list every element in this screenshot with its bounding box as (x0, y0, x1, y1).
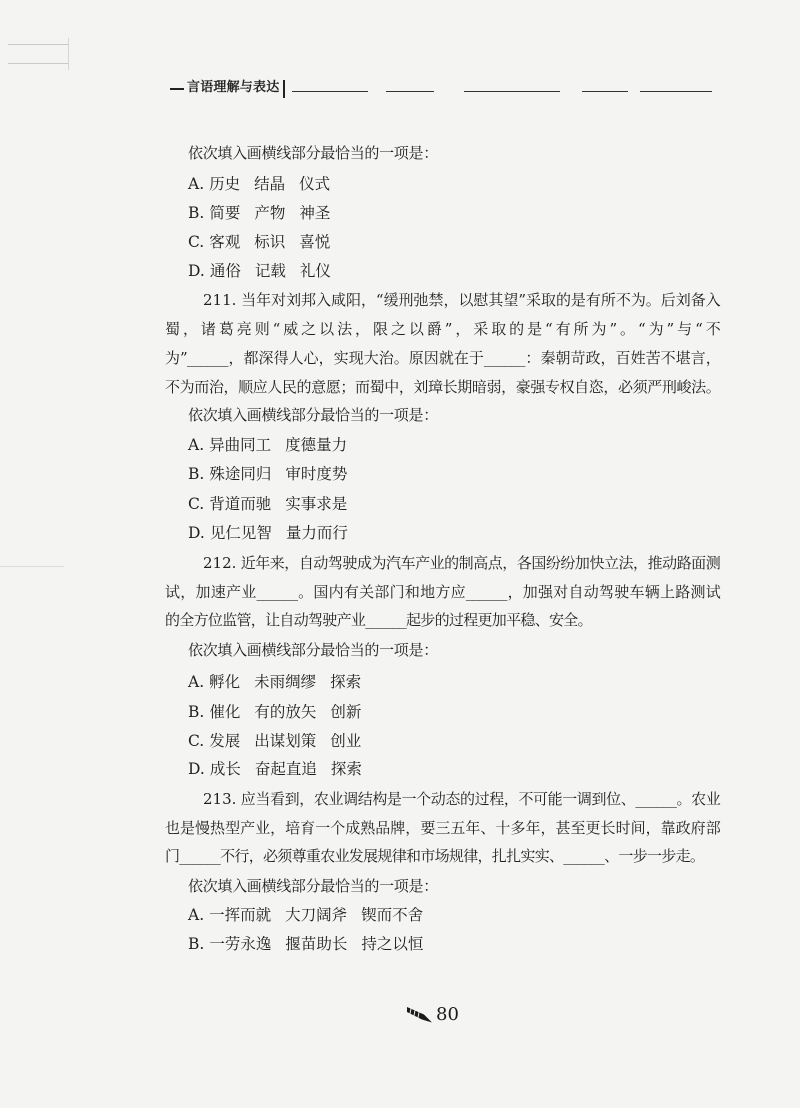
option-word: 量力而行 (285, 524, 348, 542)
option-word: 发展 (209, 732, 241, 750)
pen-icon (406, 1005, 433, 1025)
margin-mark (0, 566, 64, 567)
option-label: C. (188, 233, 205, 251)
option-word: 催化 (209, 703, 241, 721)
option-a (188, 905, 437, 925)
stem-line (203, 290, 720, 310)
section-title: 言语理解与表达 (187, 80, 280, 95)
header-divider (283, 80, 285, 98)
option-word: 审时度势 (285, 465, 348, 483)
option-word: 简要 (209, 204, 241, 222)
option-label: D. (188, 262, 205, 280)
option-word: 异曲同工 (209, 436, 272, 454)
option-word: 创业 (330, 732, 362, 750)
option-label: B. (188, 465, 205, 483)
option-label: B. (188, 703, 205, 721)
margin-mark (8, 44, 68, 45)
option-d (188, 523, 362, 543)
option-word: 未雨绸缪 (254, 673, 317, 691)
stem-line (203, 553, 720, 573)
option-label: A. (188, 673, 205, 691)
option-word: 锲而不舍 (361, 906, 424, 924)
option-label: A. (188, 906, 205, 924)
option-word: 殊途同归 (209, 465, 272, 483)
option-word: 通俗 (209, 262, 241, 280)
header-dash (170, 88, 184, 90)
option-label: B. (188, 935, 205, 953)
option-word: 有的放矢 (254, 703, 317, 721)
question-prompt: 依次填入画横线部分最恰当的一项是： (188, 144, 438, 162)
option-a (188, 435, 361, 455)
option-word: 喜悦 (299, 233, 331, 251)
option-word: 孵化 (209, 673, 241, 691)
option-a (188, 672, 375, 692)
option-word: 出谋划策 (254, 732, 317, 750)
option-d (188, 261, 345, 281)
option-d (188, 759, 376, 779)
stem-line: 为”______，都深得人心，实现大治。原因就在于______：秦朝苛政，百姓苦不堪言， (165, 349, 720, 367)
option-b (188, 464, 361, 484)
stem-line: 门______不行，必须尊重农业发展规律和市场规律，扎扎实实、______、一步一步走。 (165, 847, 705, 865)
stem-line: 也是慢热型产业，培育一个成熟品牌，要三五年、十多年，甚至更长时间，靠政府部 (165, 819, 720, 837)
option-word: 产物 (254, 204, 286, 222)
option-word: 礼仪 (299, 262, 331, 280)
page-number: 80 (436, 1004, 459, 1025)
option-word: 揠苗助长 (285, 935, 348, 953)
option-word: 结晶 (254, 175, 286, 193)
option-word: 成长 (209, 760, 241, 778)
question-prompt: 依次填入画横线部分最恰当的一项是： (188, 877, 438, 895)
margin-mark (8, 63, 68, 64)
option-word: 持之以恒 (361, 935, 424, 953)
option-label: A. (188, 175, 205, 193)
header-rule (386, 91, 434, 92)
stem-line: 试，加速产业______。国内有关部门和地方应______，加强对自动驾驶车辆上路测试 (165, 583, 720, 601)
option-word: 创新 (330, 703, 362, 721)
header-rule (640, 91, 712, 92)
option-b (188, 702, 375, 722)
header-rule (582, 91, 628, 92)
option-label: D. (188, 524, 205, 542)
option-word: 一挥而就 (209, 906, 272, 924)
stem-text: 应当看到，农业调结构是一个动态的过程，不可能一调到位、______。农业 (240, 790, 720, 808)
option-word: 度德量力 (285, 436, 348, 454)
option-b (188, 203, 344, 223)
option-label: D. (188, 760, 205, 778)
option-word: 历史 (209, 175, 241, 193)
question-number: 213. (203, 790, 237, 808)
stem-line: 蜀，诸葛亮则“威之以法，限之以爵”，采取的是“有所为”。“为”与“不 (165, 320, 720, 338)
option-word: 见仁见智 (209, 524, 272, 542)
margin-mark (68, 38, 69, 70)
option-word: 标识 (254, 233, 286, 251)
option-word: 记载 (254, 262, 286, 280)
option-word: 背道而驰 (209, 495, 272, 513)
option-c (188, 494, 361, 514)
option-word: 奋起直追 (254, 760, 317, 778)
option-word: 探索 (330, 673, 362, 691)
stem-line (203, 789, 720, 809)
question-prompt: 依次填入画横线部分最恰当的一项是： (188, 406, 438, 424)
option-word: 实事求是 (285, 495, 348, 513)
option-label: B. (188, 204, 205, 222)
option-word: 客观 (209, 233, 241, 251)
option-label: A. (188, 436, 205, 454)
option-word: 大刀阔斧 (285, 906, 348, 924)
option-word: 神圣 (299, 204, 331, 222)
option-a (188, 174, 344, 194)
question-number: 211. (203, 291, 237, 309)
option-label: C. (188, 732, 205, 750)
stem-text: 近年来，自动驾驶成为汽车产业的制高点，各国纷纷加快立法，推动路面测 (240, 554, 721, 572)
stem-line: 的全方位监管，让自动驾驶产业______起步的过程更加平稳、安全。 (165, 611, 592, 629)
option-word: 一劳永逸 (209, 935, 272, 953)
option-c (188, 232, 344, 252)
stem-line: 不为而治，顺应人民的意愿；而蜀中，刘璋长期暗弱，豪强专权自恣，必须严刑峻法。 (165, 378, 720, 396)
option-label: C. (188, 495, 205, 513)
option-b (188, 934, 437, 954)
question-prompt: 依次填入画横线部分最恰当的一项是： (188, 641, 438, 659)
question-number: 212. (203, 554, 237, 572)
option-word: 仪式 (299, 175, 331, 193)
header-rule (292, 91, 368, 92)
header-rule (464, 91, 560, 92)
option-c (188, 731, 375, 751)
option-word: 探索 (330, 760, 362, 778)
stem-text: 当年对刘邦入咸阳，“缓刑弛禁，以慰其望”采取的是有所不为。后刘备入 (241, 291, 720, 309)
